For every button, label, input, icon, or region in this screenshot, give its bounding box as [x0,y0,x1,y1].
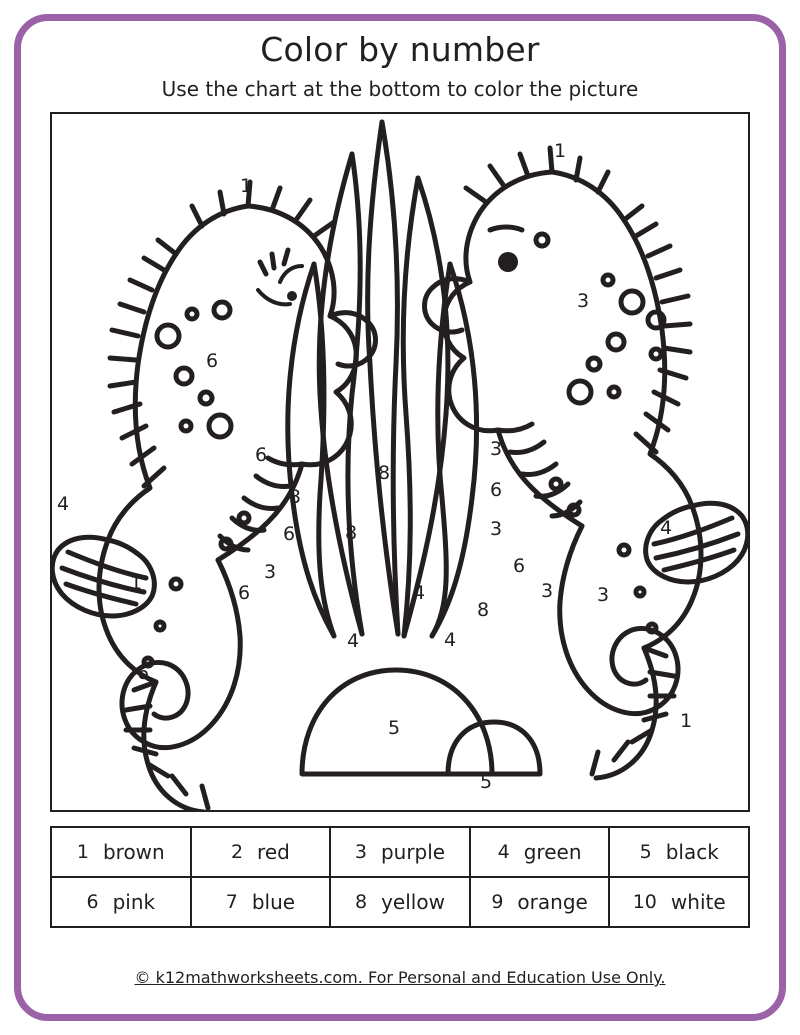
region-number: 1 [554,140,567,162]
legend-color-name: purple [380,840,446,864]
region-number: 6 [255,444,268,466]
region-number: 3 [577,290,590,312]
page-title: Color by number [260,30,540,69]
legend-number: 9 [491,891,504,913]
region-number: 1 [240,175,253,197]
table-row [51,877,749,927]
legend-number: 7 [225,891,238,913]
region-number: 3 [490,518,503,540]
legend-color-name: pink [112,890,156,914]
seahorse-illustration [52,114,748,810]
region-number: 5 [480,771,493,793]
legend-color-name: yellow [381,890,445,914]
legend-cell [470,827,610,877]
legend-color-name: green [523,840,582,864]
region-number: 8 [378,462,391,484]
color-key-table [50,826,750,928]
region-number: 6 [206,350,219,372]
region-number: 6 [238,582,251,604]
legend-cell [470,877,610,927]
legend-cell [51,877,191,927]
legend-cell [51,827,191,877]
legend-number: 6 [86,891,99,913]
region-number: 4 [413,582,426,604]
legend-color-name: orange [517,890,588,914]
legend-cell [330,827,470,877]
coloring-picture [50,112,750,812]
legend-number: 2 [230,841,244,863]
region-number: 6 [283,523,296,545]
region-number: 3 [597,584,610,606]
legend-color-name: red [257,840,290,864]
region-number: 6 [137,662,150,684]
legend-color-name: brown [102,840,165,864]
legend-cell [609,827,749,877]
legend-number: 3 [354,841,367,863]
region-number: 3 [541,580,554,602]
legend-cell [191,877,331,927]
legend-cell [191,827,331,877]
region-number: 3 [264,561,277,583]
legend-cell [609,877,749,927]
region-number: 4 [660,517,673,539]
region-number: 1 [680,710,693,732]
region-number: 6 [513,555,526,577]
region-number: 6 [490,479,503,501]
region-number: 4 [347,630,360,652]
legend-number: 1 [76,841,89,863]
legend-number: 4 [497,841,510,863]
region-number: 8 [477,599,490,621]
region-number: 3 [289,486,302,508]
legend-cell [330,877,470,927]
legend-color-name: blue [251,890,296,914]
page-subtitle: Use the chart at the bottom to color the picture [161,77,639,101]
region-number: 1 [130,572,143,594]
legend-color-name: black [665,840,719,864]
region-number: 5 [388,717,401,739]
legend-number: 5 [639,841,652,863]
region-number: 3 [490,438,503,460]
legend-number: 8 [355,891,368,913]
footer-credit: © k12mathworksheets.com. For Personal and Education Use Only. [134,968,666,987]
legend-number: 10 [632,891,657,913]
region-number: 4 [57,493,70,515]
table-row [51,827,749,877]
legend-color-name: white [670,890,726,914]
region-number: 4 [444,629,457,651]
region-number: 8 [345,522,358,544]
